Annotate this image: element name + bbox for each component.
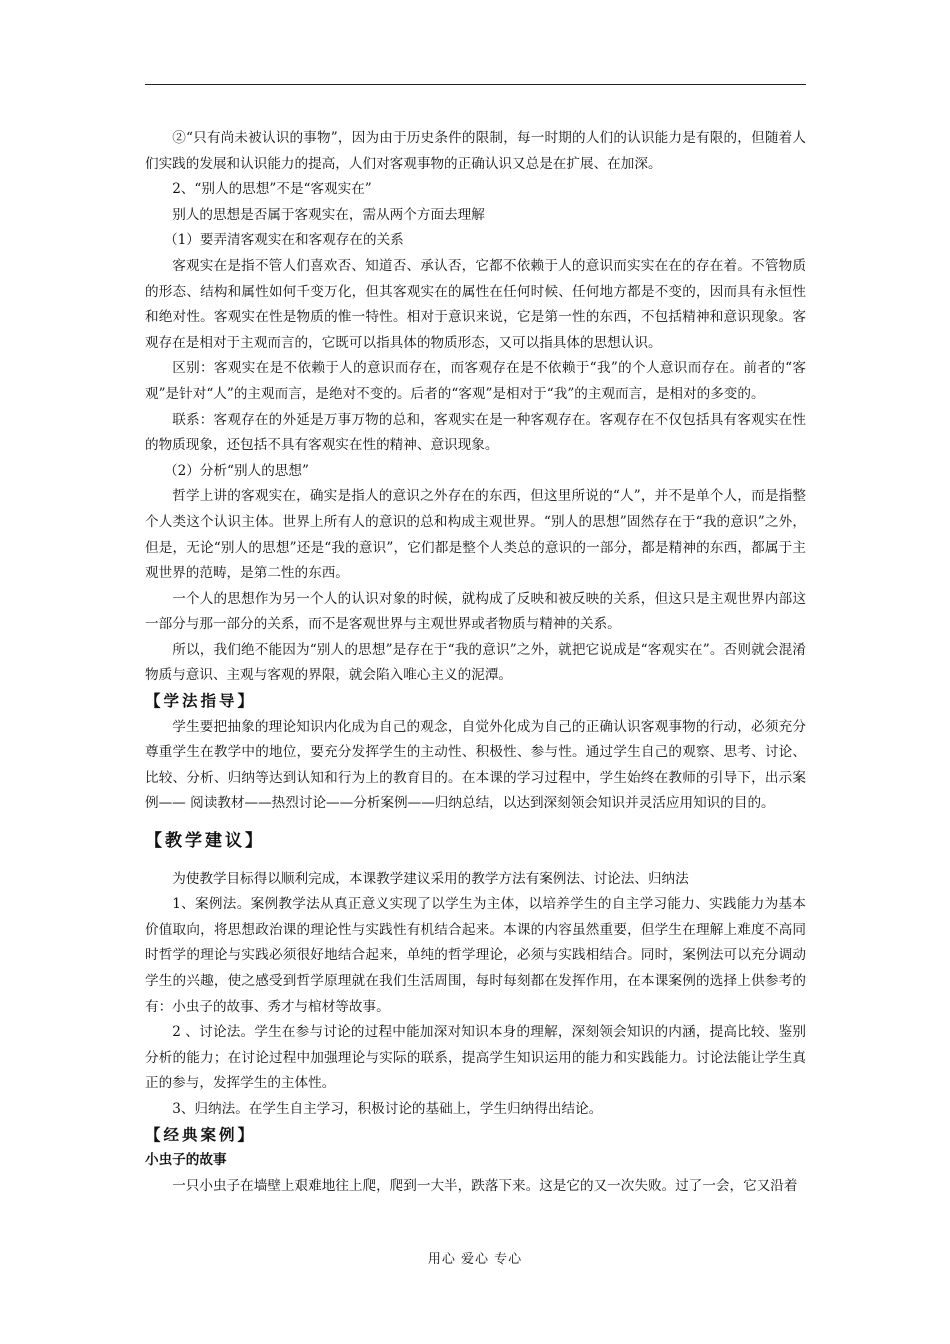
page-footer: 用心 爱心 专心 <box>427 1252 523 1267</box>
subsection-heading: （1）要弄清客观实在和客观存在的关系 <box>164 232 404 249</box>
paragraph: 一只小虫子在墙壁上艰难地往上爬，爬到一大半，跌落下来。这是它的又一次失败。过了一会，它又沿着 <box>172 1177 798 1194</box>
paragraph: 联系：客观存在的外延是万事万物的总和，客观实在是一种客观存在。客观存在不仅包括具有客观实在性的物质现象，还包括不具有客观实在性的精神、意识现象。 <box>145 411 806 454</box>
paragraph: 1、案例法。案例教学法从真正意义实现了以学生为主体，以培养学生的自主学习能力、实践能力为基本价值取向，将思想政治课的理论性与实践性有机结合起来。本课的内容虽然重要，但学生在理解上难度不高同时哲学的理论与实践必须很好地结合起来，单纯的哲学理论，必须与实践相结合。同时，案例法可以充分调动学生的兴趣，使之感受到哲学原理就在我们生活周围，每时每刻都在发挥作用，在本课案例的选择上供参考的有：小虫子的故事、秀才与棺材等故事。 <box>145 896 806 1015</box>
section-title-study-method: 【学法指导】 <box>145 692 257 711</box>
section-title-classic-cases: 【经典案例】 <box>145 1125 257 1144</box>
paragraph: 3、归纳法。在学生自主学习，积极讨论的基础上，学生归纳得出结论。 <box>172 1100 603 1117</box>
subsection-heading: （2）分析“别人的思想” <box>164 462 309 479</box>
paragraph: 为使教学目标得以顺利完成，本课教学建议采用的教学方法有案例法、讨论法、归纳法 <box>172 870 689 887</box>
paragraph: 别人的思想是否属于客观实在，需从两个方面去理解 <box>172 206 485 223</box>
document-body <box>145 126 806 1199</box>
paragraph: 2 、讨论法。学生在参与讨论的过程中能加深对知识本身的理解，深刻领会知识的内涵，提高比较、鉴别分析的能力；在讨论过程中加强理论与实际的联系，提高学生知识运用的能力和实践能力。讨论法能让学生真正的参与，发挥学生的主体性。 <box>145 1024 806 1092</box>
paragraph: 所以，我们绝不能因为“别人的思想”是存在于“我的意识”之外，就把它说成是“客观实在”。否则就会混淆物质与意识、主观与客观的界限，就会陷入唯心主义的泥潭。 <box>145 641 806 684</box>
paragraph: 一个人的思想作为另一个人的认识对象的时候，就构成了反映和被反映的关系，但这只是主观世界内部这一部分与那一部分的关系，而不是客观世界与主观世界或者物质与精神的关系。 <box>145 590 806 633</box>
paragraph: 学生要把抽象的理论知识内化成为自己的观念，自觉外化成为自己的正确认识客观事物的行动，必须充分尊重学生在教学中的地位，要充分发挥学生的主动性、积极性、参与性。通过学生自己的观察、思考、讨论、比较、分析、归纳等达到认知和行为上的教育目的。在本课的学习过程中，学生始终在教师的引导下，出示案例—— 阅读教材——热烈讨论——分析案例——归纳总结，以达到深刻领会知识并灵活应用知识的目的。 <box>145 718 806 812</box>
paragraph: ②“只有尚未被认识的事物”，因为由于历史条件的限制，每一时期的人们的认识能力是有限的，但随着人们实践的发展和认识能力的提高，人们对客观事物的正确认识又总是在扩展、在加深。 <box>145 130 806 172</box>
section-heading: 2、“别人的思想”不是“客观实在” <box>172 181 372 198</box>
header-rule <box>145 84 806 85</box>
paragraph: 客观实在是指不管人们喜欢否、知道否、承认否，它都不依赖于人的意识而实实在在的存在着。不管物质的形态、结构和属性如何千变万化，但其客观实在的属性在任何时候、任何地方都是不变的，因而具有永恒性和绝对性。客观实在性是物质的惟一特性。相对于意识来说，它是第一性的东西，不包括精神和意识现象。客观存在是相对于主观而言的，它既可以指具体的物质形态，又可以指具体的思想认识。 <box>145 257 806 351</box>
paragraph: 哲学上讲的客观实在，确实是指人的意识之外存在的东西，但这里所说的“人”，并不是单个人，而是指整个人类这个认识主体。世界上所有人的意识的总和构成主观世界。“别人的思想”固然存在于“我的意识”之外，但是，无论“别人的思想”还是“我的意识”，它们都是整个人类总的意识的一部分，都是精神的东西，都属于主观世界的范畴，是第二性的东西。 <box>145 488 806 582</box>
case-title: 小虫子的故事 <box>145 1152 227 1169</box>
section-title-teaching-advice: 【教学建议】 <box>145 831 265 852</box>
paragraph: 区别：客观实在是不依赖于人的意识而存在，而客观存在是不依赖于“我”的个人意识而存在。前者的“客观”是针对“人”的主观而言，是绝对不变的。后者的“客观”是相对于“我”的主观而言，是相对的多变的。 <box>145 360 806 402</box>
